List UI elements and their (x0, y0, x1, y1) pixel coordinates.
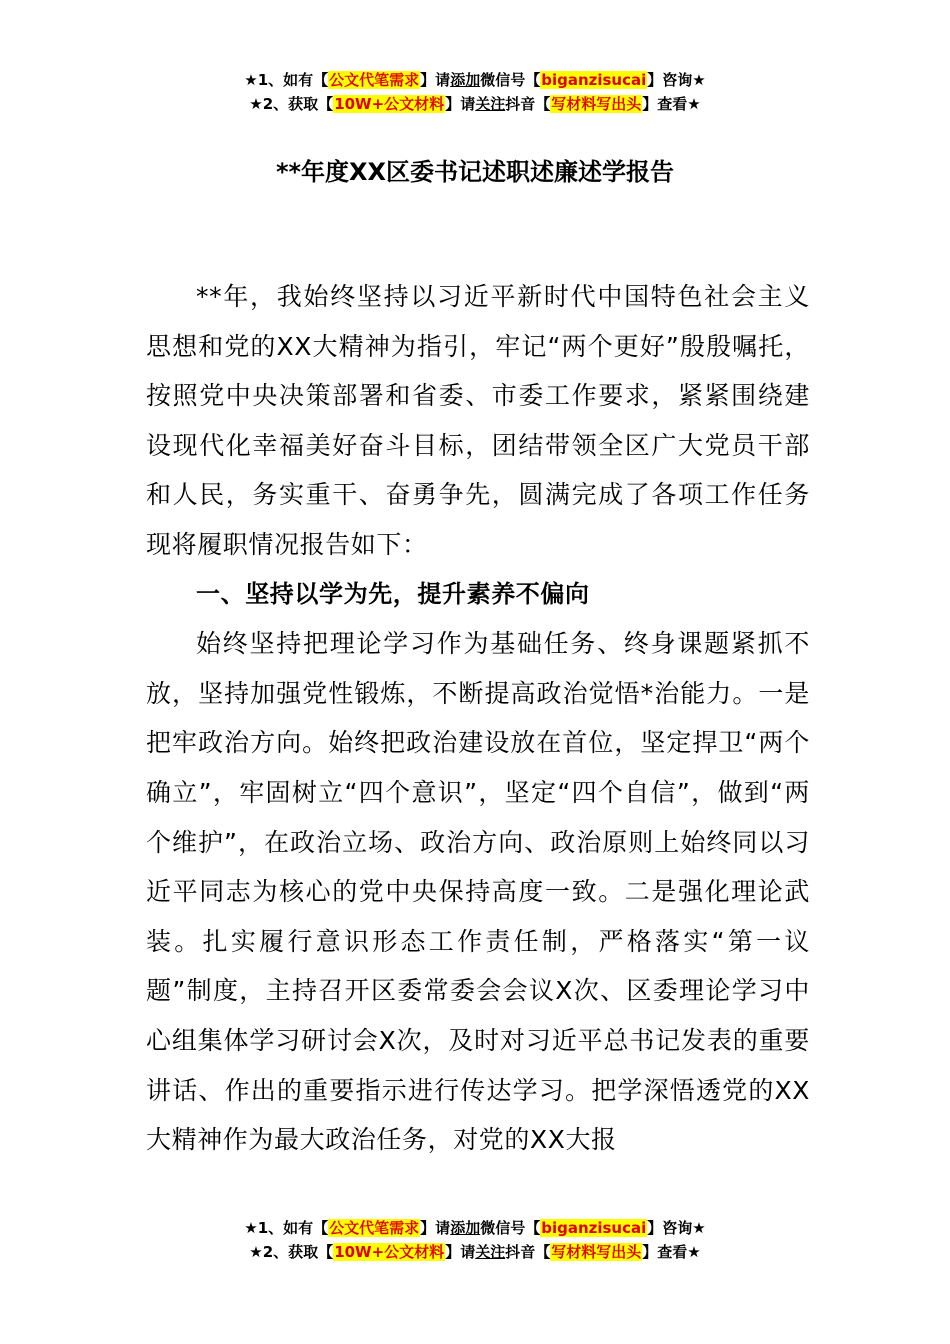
highlight-douyin: 写材料写出头 (551, 95, 642, 113)
highlight-wechat-id: biganzisucai (541, 71, 647, 89)
promo-banner-top (0, 68, 950, 116)
document-body (146, 272, 810, 1165)
highlight-service: 公文代笔需求 (329, 71, 420, 89)
promo-line-1: ★1、如有【公文代笔需求】请添加微信号【biganzisucai】咨询★ (244, 1219, 706, 1237)
highlight-materials: 10W+公文材料 (334, 1243, 445, 1261)
document-title: **年度XX区委书记述职述廉述学报告 (275, 158, 675, 186)
section-1-paragraph: 始终坚持把理论学习作为基础任务、终身课题紧抓不放，坚持加强党性锻炼，不断提高政治觉悟*治能力。一是把牢政治方向。始终把政治建设放在首位，坚定捍卫“两个确立”，牢固树立“四个意识”，坚定“四个自信”，做到“两个维护”，在政治立场、政治方向、政治原则上始终同以习近平同志为核心的党中央保持高度一致。二是强化理论武装。扎实履行意识形态工作责任制，严格落实“第一议题”制度，主持召开区委常委会会议X次、区委理论学习中心组集体学习研讨会X次，及时对习近平总书记发表的重要讲话、作出的重要指示进行传达学习。把学深悟透党的XX大精神作为最大政治任务，对党的XX大报 (146, 629, 810, 1155)
intro-paragraph: **年，我始终坚持以习近平新时代中国特色社会主义思想和党的XX大精神为指引，牢记“两个更好”殷殷嘱托，按照党中央决策部署和省委、市委工作要求，紧紧围绕建设现代化幸福美好奋斗目标，团结带领全区广大党员干部和人民，务实重干、奋勇争先，圆满完成了各项工作任务现将履职情况报告如下： (146, 282, 810, 559)
highlight-wechat-id: biganzisucai (541, 1219, 647, 1237)
promo-line-2: ★2、获取【10W+公文材料】请关注抖音【写材料写出头】查看★ (249, 1243, 701, 1261)
highlight-materials: 10W+公文材料 (334, 95, 445, 113)
highlight-douyin: 写材料写出头 (551, 1243, 642, 1261)
section-1-heading: 一、坚持以学为先，提升素养不偏向 (196, 579, 590, 608)
highlight-service: 公文代笔需求 (329, 1219, 420, 1237)
promo-line-2: ★2、获取【10W+公文材料】请关注抖音【写材料写出头】查看★ (249, 95, 701, 113)
promo-banner-bottom (0, 1216, 950, 1264)
promo-line-1: ★1、如有【公文代笔需求】请添加微信号【biganzisucai】咨询★ (244, 71, 706, 89)
